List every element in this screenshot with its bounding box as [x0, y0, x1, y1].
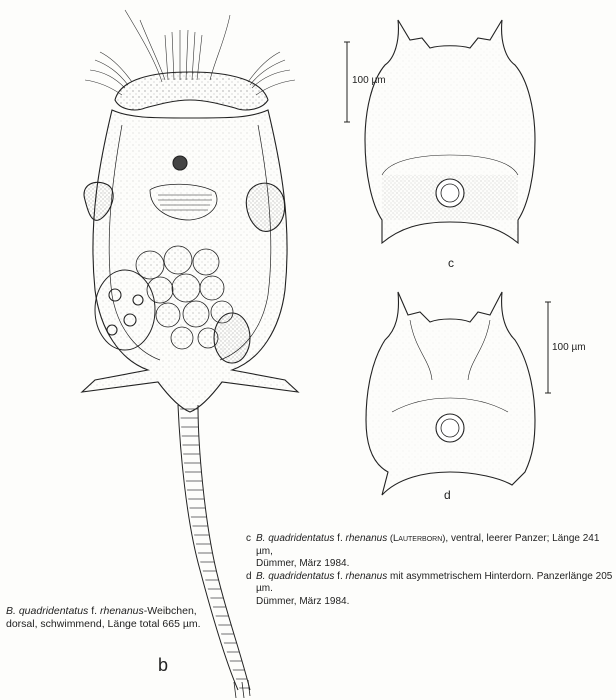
- caption-b-rest: -Weibchen,: [143, 605, 197, 617]
- caption-c-author: (Lauterborn): [387, 533, 446, 544]
- caption-b-line2: dorsal, schwimmend, Länge total 665 µm.: [6, 618, 201, 630]
- panel-c-letter: c: [448, 256, 454, 270]
- panel-d-letter: d: [444, 488, 451, 502]
- caption-b-form: rhenanus: [99, 605, 144, 617]
- caption-d: [246, 571, 616, 609]
- caption-c-f: f.: [334, 533, 346, 544]
- caption-d-f: f.: [334, 570, 346, 582]
- scale-bar-c-label: 100 µm: [352, 75, 386, 86]
- scale-bar-d-label: 100 µm: [552, 342, 586, 353]
- panel-d-drawing: [366, 292, 551, 495]
- caption-d-rest: mit asymmetrischem Hinterdorn. Panzerlänge 205 µm.: [256, 570, 613, 594]
- caption-c-form: rhenanus: [345, 533, 388, 544]
- caption-cd: [246, 533, 616, 608]
- caption-d-form: rhenanus: [345, 570, 388, 582]
- caption-b-f: f.: [88, 605, 100, 617]
- caption-c-key: c: [246, 533, 251, 544]
- caption-c: [246, 533, 616, 571]
- caption-b: [6, 605, 221, 631]
- caption-d-key: d: [246, 570, 252, 582]
- panel-b-letter: b: [158, 655, 169, 675]
- caption-c-rest: , ventral, leerer Panzer; Länge 241 µm,: [256, 533, 600, 557]
- caption-b-species: B. quadridentatus: [6, 605, 89, 617]
- panel-c-drawing: [344, 20, 535, 243]
- caption-c-line2: Dümmer, März 1984.: [256, 558, 350, 569]
- caption-c-species: B. quadridentatus: [256, 533, 335, 544]
- caption-d-species: B. quadridentatus: [256, 570, 335, 582]
- caption-d-line2: Dümmer, März 1984.: [256, 595, 350, 607]
